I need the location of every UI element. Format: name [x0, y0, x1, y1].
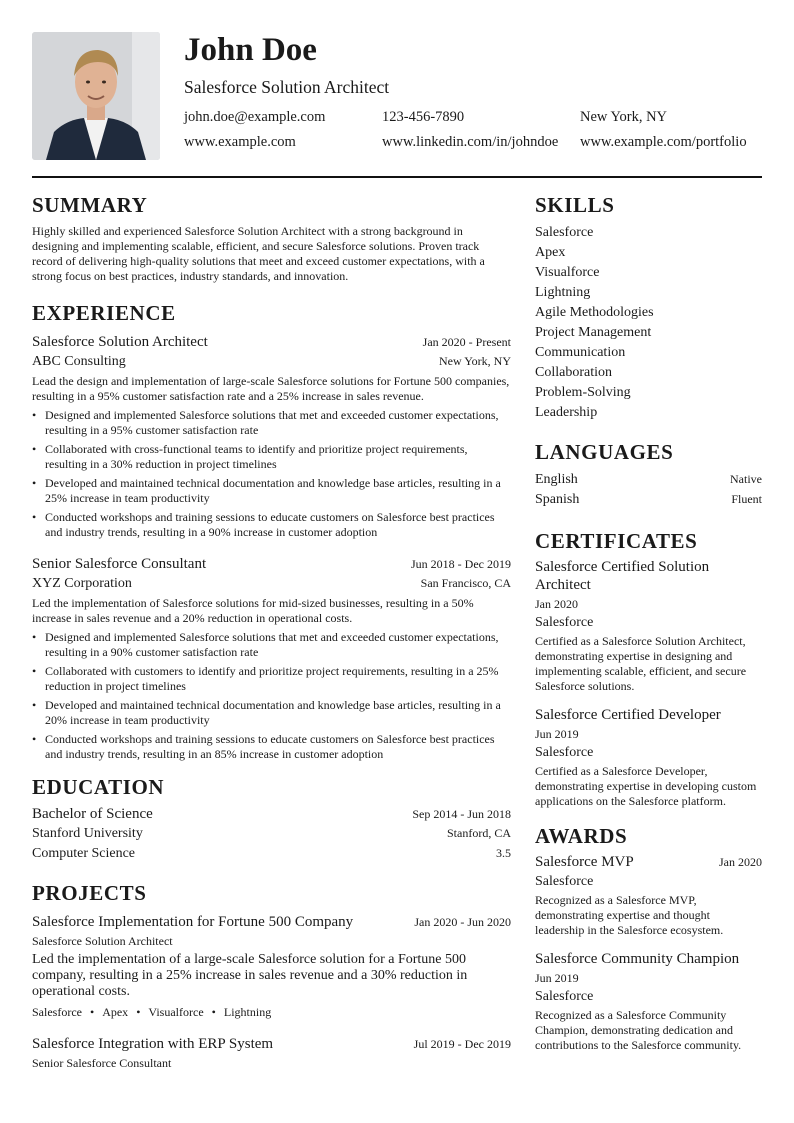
awards-section: [535, 821, 762, 1053]
experience-section: [32, 298, 511, 762]
list-item: • Designed and implemented Salesforce solutions that met and exceeded customer expectations, resulting in a 95% customer satisfaction rate: [32, 408, 511, 438]
language-level: Fluent: [731, 492, 762, 506]
job-bullets: [32, 630, 511, 762]
certificates-section: [535, 526, 762, 809]
skill-item: Collaboration: [535, 365, 612, 380]
candidate-title: Salesforce Solution Architect: [184, 77, 390, 97]
job-company: ABC Consulting: [32, 354, 126, 369]
award-issuer: Salesforce: [535, 874, 594, 889]
job-location: San Francisco, CA: [420, 576, 511, 590]
skills-section: [535, 190, 762, 423]
skill-item: Visualforce: [535, 265, 600, 280]
language-name: Spanish: [535, 492, 580, 507]
section-heading: EDUCATION: [32, 775, 165, 799]
left-column: [32, 190, 511, 1071]
certificate-issuer: Salesforce: [535, 615, 594, 630]
education-location: Stanford, CA: [447, 826, 511, 840]
linkedin-link[interactable]: www.linkedin.com/in/johndoe: [382, 134, 559, 150]
certificate-entry: [535, 558, 762, 694]
phone-number[interactable]: 123-456-7890: [382, 109, 465, 125]
award-issuer: Salesforce: [535, 989, 594, 1004]
certificate-title: Salesforce Certified Solution Architect: [535, 559, 710, 593]
skill-item: Lightning: [535, 285, 591, 300]
job-dates: Jan 2020 - Present: [422, 335, 511, 349]
certificate-description: Certified as a Salesforce Solution Architect, demonstrating expertise in designing and implementing scalable, efficient, and secure Salesforce solutions.: [535, 634, 747, 693]
language-name: English: [535, 472, 578, 487]
job-entry: [32, 554, 511, 762]
section-heading: EXPERIENCE: [32, 301, 176, 325]
award-description: Recognized as a Salesforce Community Champion, demonstrating dedication and contributions to the Salesforce community.: [535, 1008, 742, 1052]
skill-item: Problem-Solving: [535, 385, 631, 400]
section-heading: CERTIFICATES: [535, 529, 698, 553]
list-item: • Collaborated with cross-functional teams to identify and prioritize project requirements, resulting in a 30% reduction in project timelines: [32, 442, 511, 472]
project-tags: Salesforce • Apex • Visualforce • Lightning: [32, 1005, 272, 1019]
job-description: Lead the design and implementation of large-scale Salesforce solutions for Fortune 500 companies, resulting in a 95% customer satisfaction rate and a 25% increase in sales revenue.: [32, 374, 510, 403]
project-entry: [32, 1034, 511, 1071]
job-title: Salesforce Solution Architect: [32, 334, 208, 350]
project-role: Salesforce Solution Architect: [32, 934, 173, 948]
list-item: • Collaborated with customers to identify and prioritize project requirements, resulting in a 25% reduction in project timelines: [32, 664, 511, 694]
skill-item: Apex: [535, 245, 566, 260]
job-title: Senior Salesforce Consultant: [32, 556, 207, 572]
project-role: Senior Salesforce Consultant: [32, 1056, 172, 1070]
tag: Lightning: [223, 1005, 272, 1019]
tag: Visualforce: [148, 1005, 204, 1019]
award-date: Jan 2020: [719, 855, 762, 869]
award-entry: [535, 950, 762, 1053]
project-title: Salesforce Implementation for Fortune 500 Company: [32, 914, 354, 930]
section-heading: SUMMARY: [32, 193, 148, 217]
section-heading: AWARDS: [535, 824, 628, 848]
education-dates: Sep 2014 - Jun 2018: [412, 807, 511, 821]
location: New York, NY: [580, 109, 668, 125]
award-date: Jun 2019: [535, 971, 579, 985]
project-title: Salesforce Integration with ERP System: [32, 1036, 274, 1052]
education-field: Computer Science: [32, 846, 136, 861]
summary-text: Highly skilled and experienced Salesforce Solution Architect with a strong background in designing and implementing scalable, efficient, and secure Salesforce solutions. Proven track record of delivering high-quality solutions that meet and exceed customer expectations, with a strong focus on best practices, industry standards, and innovation.: [32, 224, 485, 283]
award-title: Salesforce Community Champion: [535, 951, 740, 967]
header-divider: [32, 176, 762, 178]
contact-info: [184, 107, 764, 153]
projects-section: [32, 878, 511, 1071]
award-entry: [535, 853, 762, 938]
list-item: • Developed and maintained technical documentation and knowledge base articles, resulting in a 25% increase in team productivity: [32, 476, 511, 506]
certificate-issuer: Salesforce: [535, 745, 594, 760]
summary-section: [32, 190, 511, 284]
section-heading: SKILLS: [535, 193, 615, 217]
education-gpa: 3.5: [496, 846, 511, 860]
project-dates: Jul 2019 - Dec 2019: [413, 1037, 511, 1051]
certificate-date: Jan 2020: [535, 597, 578, 611]
certificate-description: Certified as a Salesforce Developer, demonstrating expertise in developing custom applications on the Salesforce platform.: [535, 764, 757, 808]
certificate-title: Salesforce Certified Developer: [535, 707, 721, 723]
list-item: • Conducted workshops and training sessions to educate customers on Salesforce best practices and industry trends, resulting in an 85% increase in customer adoption: [32, 732, 511, 762]
skill-item: Agile Methodologies: [535, 305, 654, 320]
tag: Salesforce: [32, 1005, 82, 1019]
project-entry: [32, 912, 511, 1020]
certificate-entry: [535, 706, 762, 809]
job-entry: [32, 332, 511, 540]
award-title: Salesforce MVP: [535, 854, 634, 870]
list-item: • Designed and implemented Salesforce solutions that met and exceeded customer expectations, resulting in a 90% customer satisfaction rate: [32, 630, 511, 660]
skill-item: Salesforce: [535, 225, 594, 240]
tag: Apex: [102, 1005, 129, 1019]
award-description: Recognized as a Salesforce MVP, demonstrating expertise and thought leadership in the Salesforce ecosystem.: [535, 893, 724, 937]
certificate-date: Jun 2019: [535, 727, 579, 741]
education-degree: Bachelor of Science: [32, 806, 153, 822]
email-link[interactable]: john.doe@example.com: [184, 109, 326, 125]
job-location: New York, NY: [438, 354, 511, 368]
languages-section: [535, 437, 762, 510]
list-item: • Conducted workshops and training sessions to educate customers on Salesforce best practices and industry trends, resulting in a 90% increase in customer adoption: [32, 510, 511, 540]
section-heading: LANGUAGES: [535, 440, 674, 464]
list-item: • Developed and maintained technical documentation and knowledge base articles, resulting in a 20% increase in team productivity: [32, 698, 511, 728]
education-section: [32, 772, 511, 864]
project-description: Led the implementation of a large-scale Salesforce solution for a Fortune 500 company, resulting in a 25% increase in sales revenue and a 30% reduction in operational costs.: [32, 952, 468, 999]
skill-item: Leadership: [535, 405, 598, 420]
project-dates: Jan 2020 - Jun 2020: [414, 915, 511, 929]
job-dates: Jun 2018 - Dec 2019: [411, 557, 511, 571]
job-description: Led the implementation of Salesforce solutions for mid-sized businesses, resulting in a 50% increase in sales revenue and a 20% reduction in operational costs.: [32, 596, 474, 625]
skill-item: Project Management: [535, 325, 652, 340]
website-link[interactable]: www.example.com: [184, 134, 296, 150]
language-level: Native: [730, 472, 762, 486]
job-company: XYZ Corporation: [32, 576, 132, 591]
right-column: [535, 190, 762, 1053]
section-heading: PROJECTS: [32, 881, 147, 905]
portfolio-link[interactable]: www.example.com/portfolio: [580, 134, 747, 150]
skill-item: Communication: [535, 345, 626, 360]
profile-photo: [32, 32, 160, 160]
education-school: Stanford University: [32, 826, 143, 841]
candidate-name: John Doe: [184, 32, 317, 68]
job-bullets: [32, 408, 511, 540]
